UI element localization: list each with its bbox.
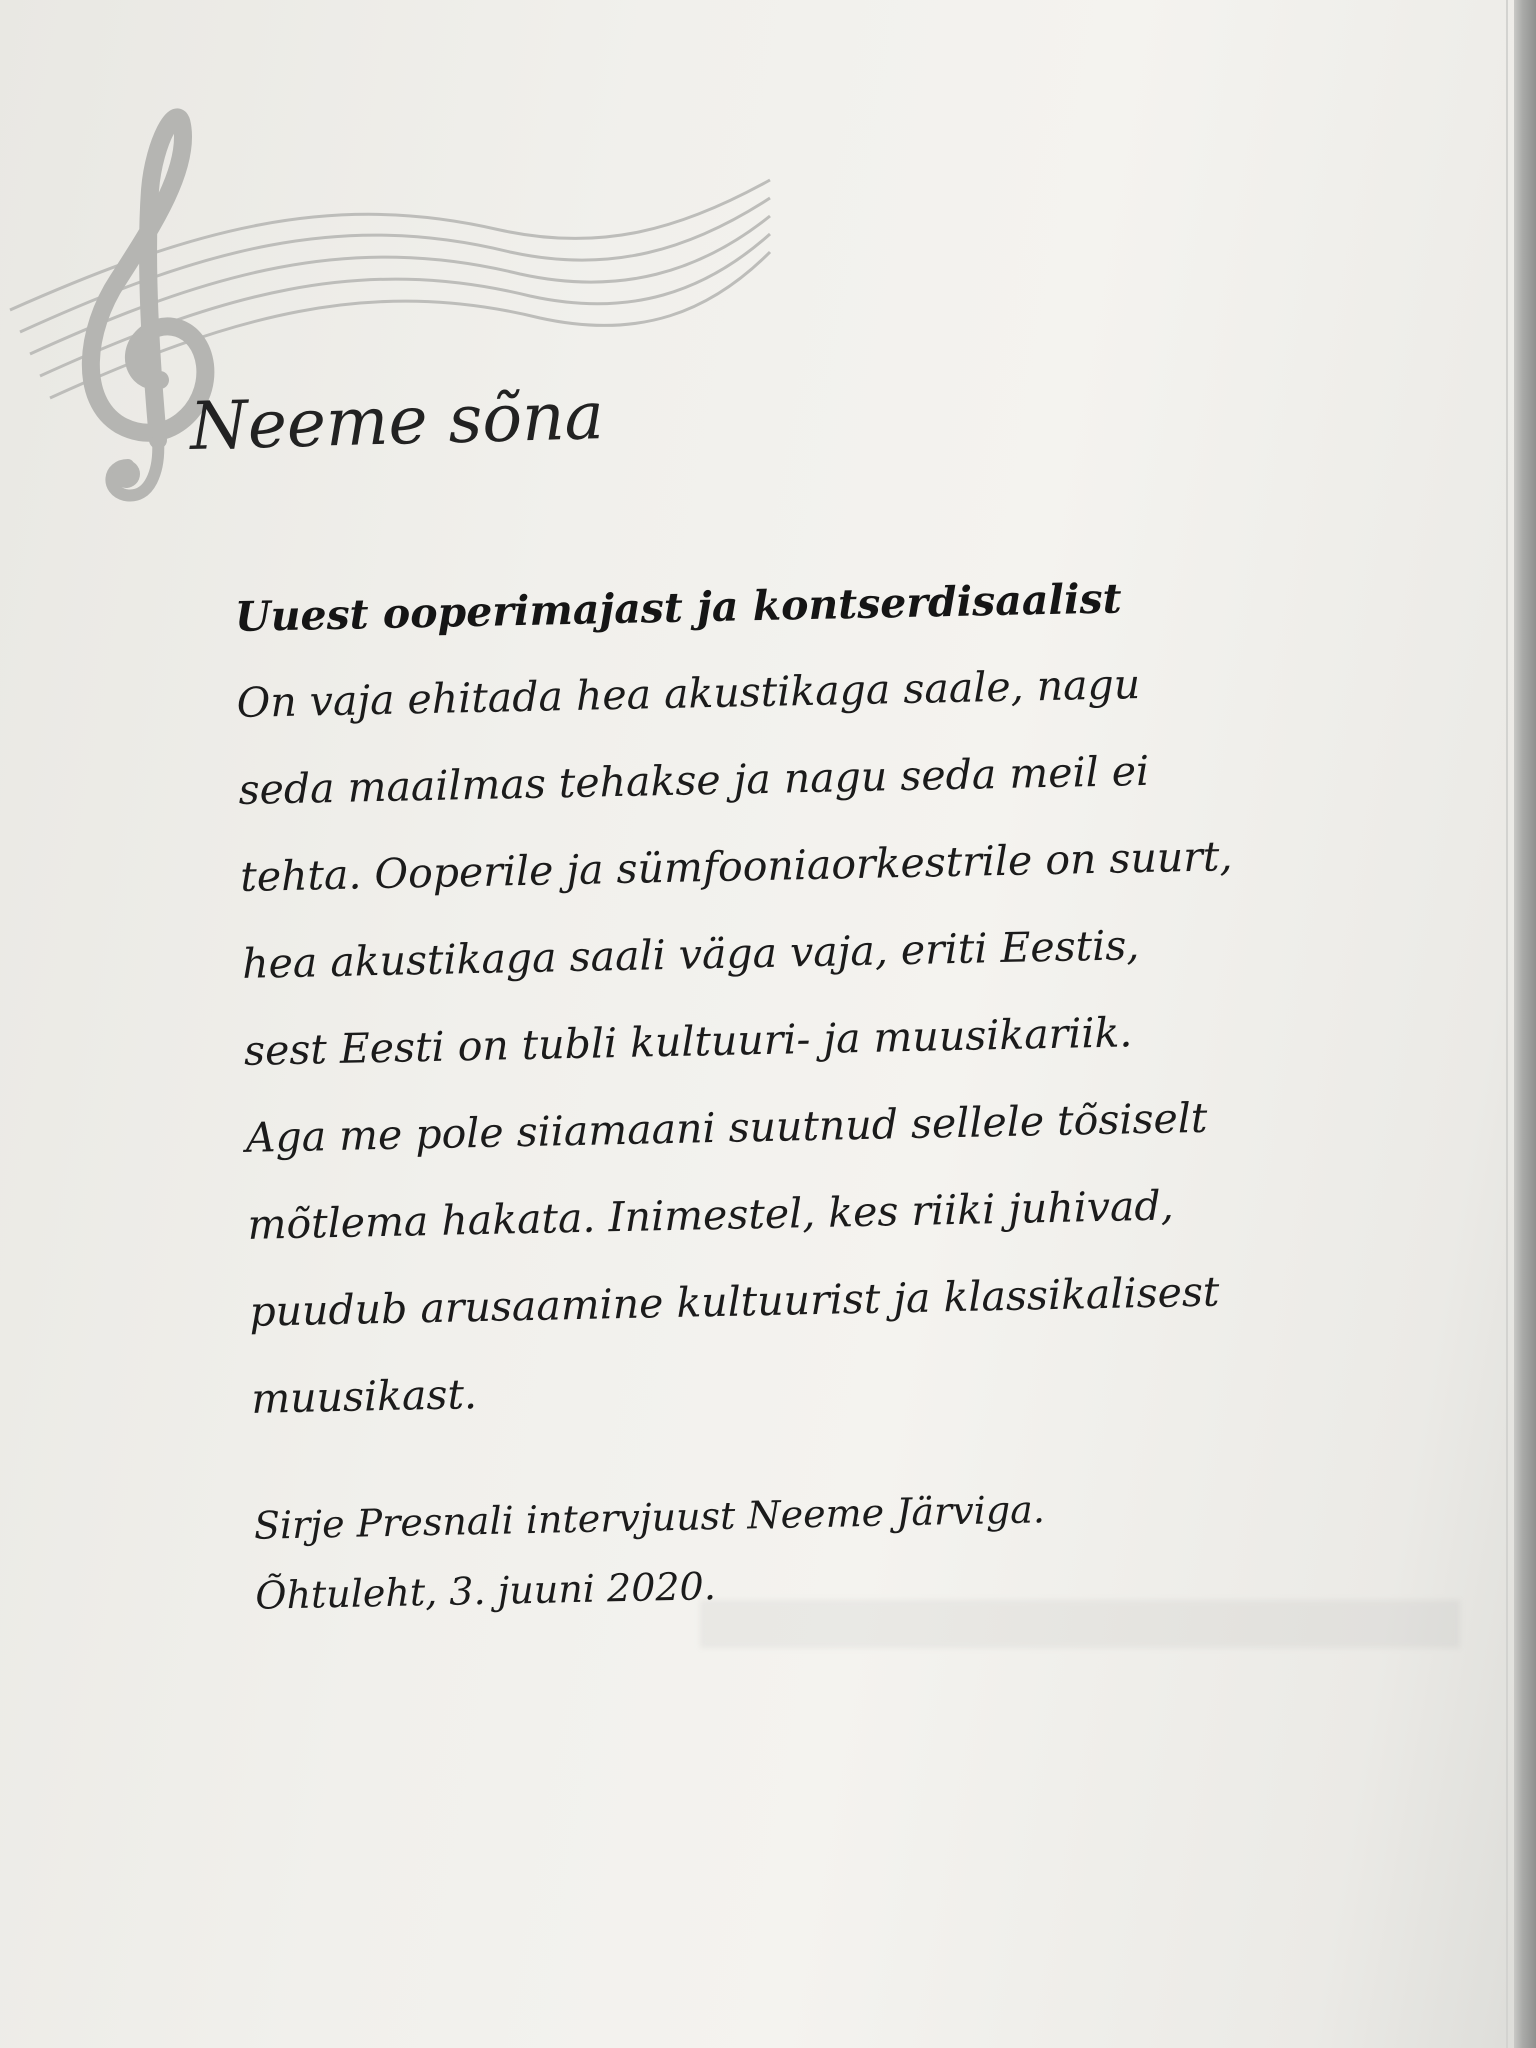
quote-block [234, 550, 1416, 1631]
source-line-publication: Õhtuleht, 3. juuni 2020. [254, 1564, 717, 1618]
quote-line: hea akustikaga saali väga vaja, eriti Eestis, [241, 921, 1140, 988]
source-citation [253, 1467, 1416, 1631]
page-title: Neeme sõna [188, 377, 605, 465]
quote-line: tehta. Ooperile ja sümfooniaorkestrile on suurt, [239, 832, 1233, 901]
quote-line: mõtlema hakata. Inimestel, kes riiki juhivad, [247, 1181, 1175, 1249]
quote-line: Aga me pole siiamaani suutnud sellele tõsiselt [245, 1093, 1208, 1162]
clef-tail-dot [112, 460, 140, 488]
quote-line: seda maailmas tehakse ja nagu seda meil ei [238, 746, 1150, 814]
quote-subtitle: Uuest ooperimajast ja kontserdisaalist [234, 574, 1123, 641]
page-gutter-line [1506, 0, 1508, 2048]
quote-line: muusikast. [250, 1370, 478, 1423]
quote-line: On vaja ehitada hea akustikaga saale, nagu [236, 660, 1141, 727]
source-line-interview: Sirje Presnali intervjuust Neeme Järviga. [253, 1487, 1046, 1548]
quote-line: puudub arusaamine kultuurist ja klassikalisest [248, 1267, 1220, 1336]
quote-line: sest Eesti on tubli kultuuri- ja muusikariik. [243, 1008, 1133, 1075]
page-edge [1514, 0, 1536, 2048]
